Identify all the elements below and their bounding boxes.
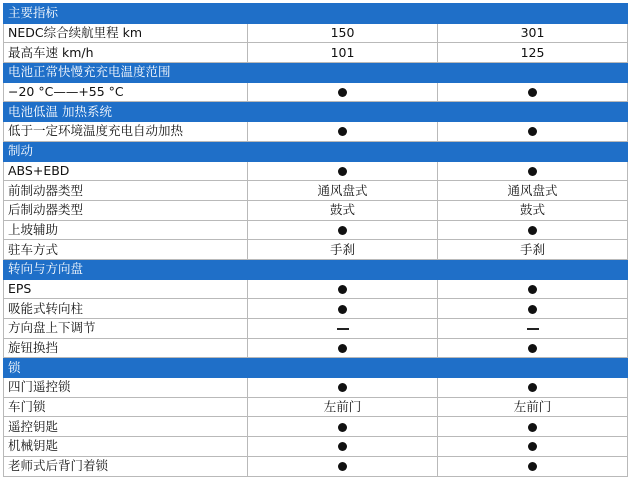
spec-row — [4, 338, 628, 358]
spec-label: 老师式后背门着锁 — [4, 456, 248, 476]
standard-dot-icon — [528, 383, 537, 392]
standard-dot-icon — [528, 344, 537, 353]
standard-dot-a — [248, 437, 438, 457]
standard-dot-a — [248, 220, 438, 240]
standard-dot-a — [248, 338, 438, 358]
standard-dot-icon — [338, 88, 347, 97]
standard-dot-b — [438, 417, 628, 437]
spec-value-a: 101 — [248, 43, 438, 63]
spec-value-a: 鼓式 — [248, 200, 438, 220]
standard-dot-b — [438, 338, 628, 358]
spec-label: 最高车速 km/h — [4, 43, 248, 63]
standard-dot-icon — [528, 167, 537, 176]
spec-row — [4, 397, 628, 417]
spec-row — [4, 437, 628, 457]
standard-dot-a — [248, 161, 438, 181]
standard-dot-icon — [338, 167, 347, 176]
spec-label: 遥控钥匙 — [4, 417, 248, 437]
spec-label: EPS — [4, 279, 248, 299]
standard-dot-b — [438, 437, 628, 457]
spec-value-a: 通风盘式 — [248, 181, 438, 201]
spec-value-b: 301 — [438, 23, 628, 43]
spec-label: −20 °C——+55 °C — [4, 82, 248, 102]
standard-dot-b — [438, 279, 628, 299]
standard-dot-icon — [528, 88, 537, 97]
section-header-row — [4, 358, 628, 378]
standard-dot-icon — [528, 226, 537, 235]
spec-label: 车门锁 — [4, 397, 248, 417]
standard-dot-icon — [528, 462, 537, 471]
standard-dot-b — [438, 161, 628, 181]
spec-row — [4, 417, 628, 437]
spec-label: NEDC综合续航里程 km — [4, 23, 248, 43]
spec-value-b: 左前门 — [438, 397, 628, 417]
standard-dot-icon — [338, 305, 347, 314]
spec-row — [4, 181, 628, 201]
spec-value-b: 手刹 — [438, 240, 628, 260]
spec-row — [4, 319, 628, 339]
standard-dot-icon — [528, 305, 537, 314]
section-header-row — [4, 4, 628, 24]
spec-label: 吸能式转向柱 — [4, 299, 248, 319]
standard-dot-a — [248, 122, 438, 142]
spec-row — [4, 279, 628, 299]
dash-icon — [527, 328, 539, 330]
spec-label: 上坡辅助 — [4, 220, 248, 240]
spec-label: 低于一定环境温度充电自动加热 — [4, 122, 248, 142]
standard-dot-icon — [338, 383, 347, 392]
standard-dot-icon — [338, 423, 347, 432]
spec-row — [4, 23, 628, 43]
section-header-row — [4, 63, 628, 83]
spec-row — [4, 240, 628, 260]
spec-row — [4, 456, 628, 476]
spec-label: ABS+EBD — [4, 161, 248, 181]
spec-row — [4, 161, 628, 181]
spec-value-a: 手刹 — [248, 240, 438, 260]
spec-value-b: 通风盘式 — [438, 181, 628, 201]
spec-label: 前制动器类型 — [4, 181, 248, 201]
spec-label: 驻车方式 — [4, 240, 248, 260]
spec-label: 机械钥匙 — [4, 437, 248, 457]
standard-dot-b — [438, 220, 628, 240]
section-title: 制动 — [4, 141, 628, 161]
standard-dot-a — [248, 299, 438, 319]
dash-icon — [337, 328, 349, 330]
standard-dot-b — [438, 378, 628, 398]
not-available-b — [438, 319, 628, 339]
spec-table-body — [4, 4, 628, 477]
section-header-row — [4, 259, 628, 279]
section-title: 锁 — [4, 358, 628, 378]
spec-row — [4, 122, 628, 142]
standard-dot-icon — [338, 127, 347, 136]
spec-label: 旋钮换挡 — [4, 338, 248, 358]
standard-dot-b — [438, 299, 628, 319]
spec-label: 四门遥控锁 — [4, 378, 248, 398]
spec-value-b: 125 — [438, 43, 628, 63]
spec-row — [4, 43, 628, 63]
section-header-row — [4, 141, 628, 161]
standard-dot-a — [248, 456, 438, 476]
standard-dot-b — [438, 82, 628, 102]
spec-row — [4, 220, 628, 240]
section-title: 电池正常快慢充充电温度范围 — [4, 63, 628, 83]
spec-label: 后制动器类型 — [4, 200, 248, 220]
standard-dot-a — [248, 279, 438, 299]
standard-dot-a — [248, 417, 438, 437]
not-available-a — [248, 319, 438, 339]
spec-row — [4, 299, 628, 319]
standard-dot-b — [438, 456, 628, 476]
standard-dot-b — [438, 122, 628, 142]
section-title: 电池低温 加热系统 — [4, 102, 628, 122]
standard-dot-icon — [338, 462, 347, 471]
standard-dot-icon — [528, 127, 537, 136]
spec-value-a: 150 — [248, 23, 438, 43]
spec-row — [4, 200, 628, 220]
spec-table — [3, 3, 628, 477]
spec-row — [4, 82, 628, 102]
standard-dot-icon — [338, 442, 347, 451]
standard-dot-icon — [528, 423, 537, 432]
standard-dot-icon — [338, 344, 347, 353]
spec-label: 方向盘上下调节 — [4, 319, 248, 339]
section-title: 转向与方向盘 — [4, 259, 628, 279]
standard-dot-a — [248, 82, 438, 102]
standard-dot-a — [248, 378, 438, 398]
spec-value-b: 鼓式 — [438, 200, 628, 220]
section-header-row — [4, 102, 628, 122]
spec-value-a: 左前门 — [248, 397, 438, 417]
spec-row — [4, 378, 628, 398]
standard-dot-icon — [338, 226, 347, 235]
section-title: 主要指标 — [4, 4, 628, 24]
standard-dot-icon — [528, 442, 537, 451]
standard-dot-icon — [338, 285, 347, 294]
standard-dot-icon — [528, 285, 537, 294]
